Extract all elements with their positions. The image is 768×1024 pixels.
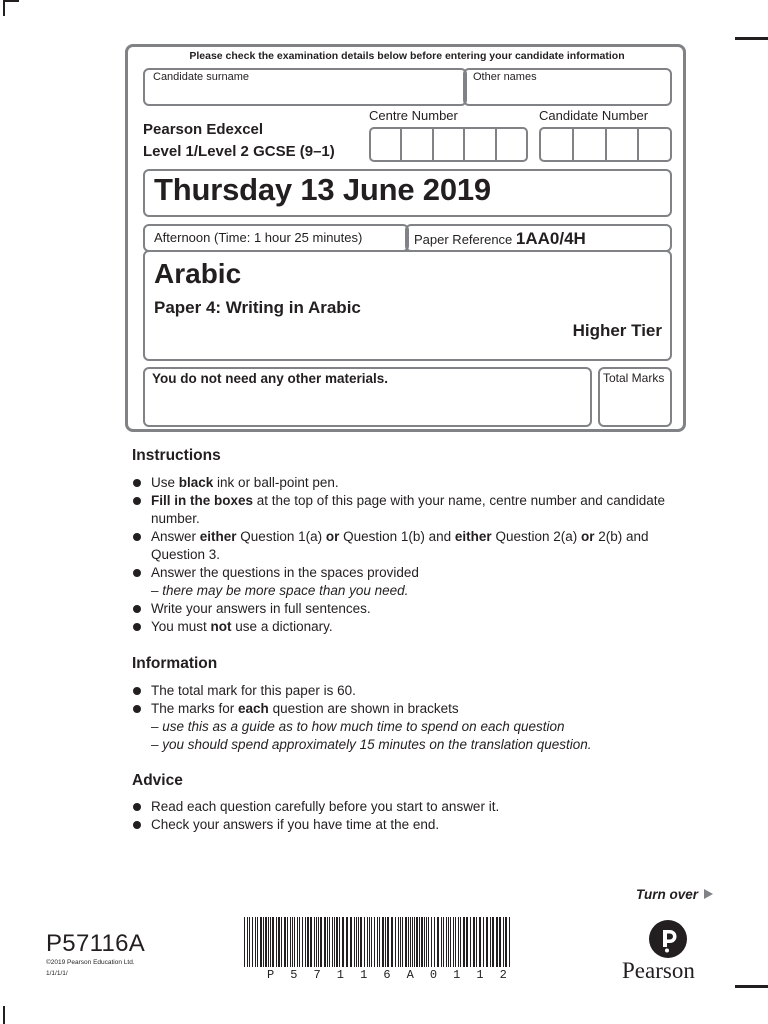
barcode-bar: [450, 917, 451, 967]
paper-title: Paper 4: Writing in Arabic: [154, 298, 361, 317]
turn-over-arrow-icon: [704, 889, 713, 899]
barcode-bar: [249, 917, 250, 967]
barcode-bar: [428, 917, 429, 967]
barcode-bar: [320, 917, 322, 967]
barcode-bar: [290, 917, 291, 967]
barcode-digit: 1: [476, 968, 484, 982]
barcode-bar: [505, 917, 507, 967]
list-item: Check your answers if you have time at the end.: [132, 816, 672, 834]
barcode-bar: [272, 917, 274, 967]
list-item-note: – there may be more space than you need.: [151, 583, 409, 598]
candidate-number-cell[interactable]: [639, 129, 670, 160]
barcode-bar: [342, 917, 344, 967]
barcode-bar: [446, 917, 447, 967]
barcode-bar: [455, 917, 456, 967]
barcode-bar: [460, 917, 461, 967]
barcode-bar: [314, 917, 315, 967]
barcode-bar: [503, 917, 504, 967]
other-names-label: Other names: [473, 71, 537, 83]
barcode-bar: [387, 917, 389, 967]
barcode-bar: [479, 917, 481, 967]
instructions-heading: Instructions: [132, 447, 221, 464]
candidate-number-cell[interactable]: [541, 129, 574, 160]
barcode-bar: [292, 917, 293, 967]
centre-number-label: Centre Number: [369, 108, 458, 123]
barcode-bar: [448, 917, 449, 967]
barcode-bar: [414, 917, 415, 967]
barcode-bar: [350, 917, 352, 967]
list-item: Read each question carefully before you start to answer it.: [132, 798, 672, 816]
pearson-logo-wordmark: Pearson: [622, 958, 695, 983]
barcode-bar: [307, 917, 309, 967]
materials-note: You do not need any other materials.: [152, 371, 389, 386]
barcode-bar: [297, 917, 298, 967]
barcode-bar: [416, 917, 418, 967]
barcode-digit: 5: [290, 968, 298, 982]
barcode-bar: [268, 917, 269, 967]
barcode-bar: [441, 917, 442, 967]
print-code: 1/1/1/1/: [46, 970, 68, 977]
barcode-digit: 7: [313, 968, 321, 982]
barcode-bar: [299, 917, 300, 967]
barcode-bar: [402, 917, 403, 967]
barcode-bar: [490, 917, 491, 967]
centre-number-cell[interactable]: [402, 129, 433, 160]
paper-reference-label: Paper Reference: [414, 232, 513, 247]
session-time: Afternoon (Time: 1 hour 25 minutes): [154, 230, 363, 245]
candidate-number-cell[interactable]: [607, 129, 640, 160]
turn-over-label: Turn over: [636, 887, 699, 902]
barcode-bar: [458, 917, 459, 967]
barcode-bar: [476, 917, 477, 967]
barcode-bar: [324, 917, 326, 967]
barcode-bar: [358, 917, 359, 967]
list-item: Use black ink or ball-point pen.: [132, 474, 672, 492]
barcode-bar: [391, 917, 393, 967]
list-item: You must not use a dictionary.: [132, 618, 672, 636]
centre-number-cell[interactable]: [371, 129, 402, 160]
barcode-bar: [257, 917, 258, 967]
list-item: The marks for each question are shown in brackets: [132, 700, 672, 718]
barcode: [244, 917, 512, 969]
barcode-bar: [499, 917, 501, 967]
total-marks-label: Total Marks: [603, 371, 665, 385]
barcode-bar: [431, 917, 432, 967]
barcode-bar: [265, 917, 267, 967]
barcode-bar: [426, 917, 427, 967]
barcode-digit: 0: [429, 968, 438, 982]
paper-code: P57116A: [46, 930, 146, 957]
barcode-bar: [255, 917, 256, 967]
barcode-bar: [405, 917, 407, 967]
barcode-bar: [486, 917, 488, 967]
barcode-bar: [466, 917, 468, 967]
list-item: Fill in the boxes at the top of this page with your name, centre number and candidate number.: [132, 492, 672, 528]
barcode-digit: 6: [383, 968, 391, 982]
barcode-bar: [374, 917, 375, 967]
barcode-bar: [437, 917, 439, 967]
barcode-bar: [367, 917, 368, 967]
barcode-bar: [395, 917, 396, 967]
barcode-bar: [284, 917, 286, 967]
barcode-bar: [276, 917, 277, 967]
list-item-note: – you should spend approximately 15 minutes on the translation question.: [151, 737, 592, 752]
barcode-bar: [492, 917, 494, 967]
barcode-bar: [379, 917, 380, 967]
candidate-number-cells[interactable]: [539, 127, 672, 162]
barcode-bar: [360, 917, 362, 967]
list-item: Answer the questions in the spaces provided: [132, 564, 672, 582]
tier: Higher Tier: [572, 321, 662, 340]
board-name: Pearson Edexcel: [143, 121, 264, 138]
barcode-bar: [412, 917, 413, 967]
subject-title: Arabic: [154, 258, 242, 289]
barcode-bar: [294, 917, 295, 967]
barcode-digits: [267, 968, 507, 982]
crop-mark-bottom: [3, 1006, 5, 1024]
barcode-digit: P: [267, 968, 275, 982]
barcode-digit: A: [406, 968, 414, 982]
barcode-bar: [410, 917, 411, 967]
barcode-bar: [434, 917, 435, 967]
candidate-number-cell[interactable]: [574, 129, 607, 160]
barcode-bar: [483, 917, 484, 967]
candidate-surname-label: Candidate surname: [153, 71, 250, 83]
list-item-note: – use this as a guide as to how much time to spend on each question: [151, 719, 565, 734]
information-heading: Information: [132, 655, 218, 672]
barcode-bar: [470, 917, 471, 967]
centre-number-cell[interactable]: [497, 129, 526, 160]
barcode-bar: [421, 917, 423, 967]
barcode-bar: [377, 917, 378, 967]
barcode-bar: [339, 917, 340, 967]
barcode-bar: [336, 917, 338, 967]
barcode-bar: [443, 917, 444, 967]
barcode-bar: [332, 917, 333, 967]
barcode-bar: [316, 917, 317, 967]
barcode-digit: 1: [336, 968, 344, 982]
paper-reference-code: 1AA0/4H: [515, 229, 586, 248]
barcode-bar: [369, 917, 370, 967]
registration-mark-bottom: [735, 985, 768, 988]
candidate-number-label: Candidate Number: [539, 108, 649, 123]
barcode-digit: 1: [453, 968, 461, 982]
barcode-bar: [334, 917, 335, 967]
barcode-bar: [260, 917, 262, 967]
centre-number-cell[interactable]: [465, 129, 496, 160]
barcode-bar: [305, 917, 306, 967]
barcode-digit: 1: [360, 968, 368, 982]
barcode-bar: [424, 917, 425, 967]
check-details-note: Please check the examination details below before entering your candidate information: [189, 50, 625, 62]
qualification-level: Level 1/Level 2 GCSE (9–1): [143, 143, 335, 160]
list-item: Write your answers in full sentences.: [132, 600, 672, 618]
barcode-bar: [408, 917, 409, 967]
barcode-bar: [247, 917, 248, 967]
barcode-bar: [252, 917, 253, 967]
barcode-bar: [463, 917, 465, 967]
barcode-bar: [473, 917, 475, 967]
centre-number-cells[interactable]: [369, 127, 528, 162]
instructions-list: [132, 474, 672, 636]
barcode-bar: [509, 917, 510, 967]
barcode-bar: [302, 917, 303, 967]
barcode-digit: 2: [499, 968, 507, 982]
barcode-bar: [364, 917, 365, 967]
barcode-bar: [382, 917, 384, 967]
list-item: Answer either Question 1(a) or Question 1(b) and either Question 2(a) or 2(b) and Question 3.: [132, 528, 672, 564]
barcode-bar: [398, 917, 399, 967]
centre-number-cell[interactable]: [434, 129, 465, 160]
barcode-bar: [278, 917, 280, 967]
exam-date: Thursday 13 June 2019: [154, 172, 491, 207]
advice-heading: Advice: [132, 772, 183, 789]
barcode-bar: [329, 917, 330, 967]
barcode-bar: [385, 917, 386, 967]
barcode-bar: [287, 917, 288, 967]
barcode-bar: [346, 917, 348, 967]
barcode-bar: [244, 917, 245, 967]
barcode-bar: [354, 917, 355, 967]
barcode-bar: [318, 917, 319, 967]
barcode-bar: [453, 917, 454, 967]
crop-mark-vertical: [3, 0, 5, 16]
barcode-bar: [400, 917, 401, 967]
barcode-bar: [496, 917, 498, 967]
barcode-bar: [270, 917, 271, 967]
list-item: The total mark for this paper is 60.: [132, 682, 672, 700]
information-list: [132, 682, 672, 754]
paper-reference: [414, 229, 586, 249]
registration-mark-top: [735, 37, 768, 40]
barcode-bar: [327, 917, 328, 967]
advice-list: [132, 798, 672, 834]
pearson-logo-icon: [649, 920, 687, 958]
barcode-bar: [356, 917, 357, 967]
barcode-bar: [371, 917, 372, 967]
copyright: ©2019 Pearson Education Ltd.: [46, 959, 135, 966]
barcode-bar: [419, 917, 420, 967]
barcode-bar: [310, 917, 312, 967]
barcode-bar: [263, 917, 264, 967]
exam-board: [143, 119, 335, 163]
crop-mark-horizontal: [3, 0, 19, 2]
barcode-bar: [281, 917, 282, 967]
